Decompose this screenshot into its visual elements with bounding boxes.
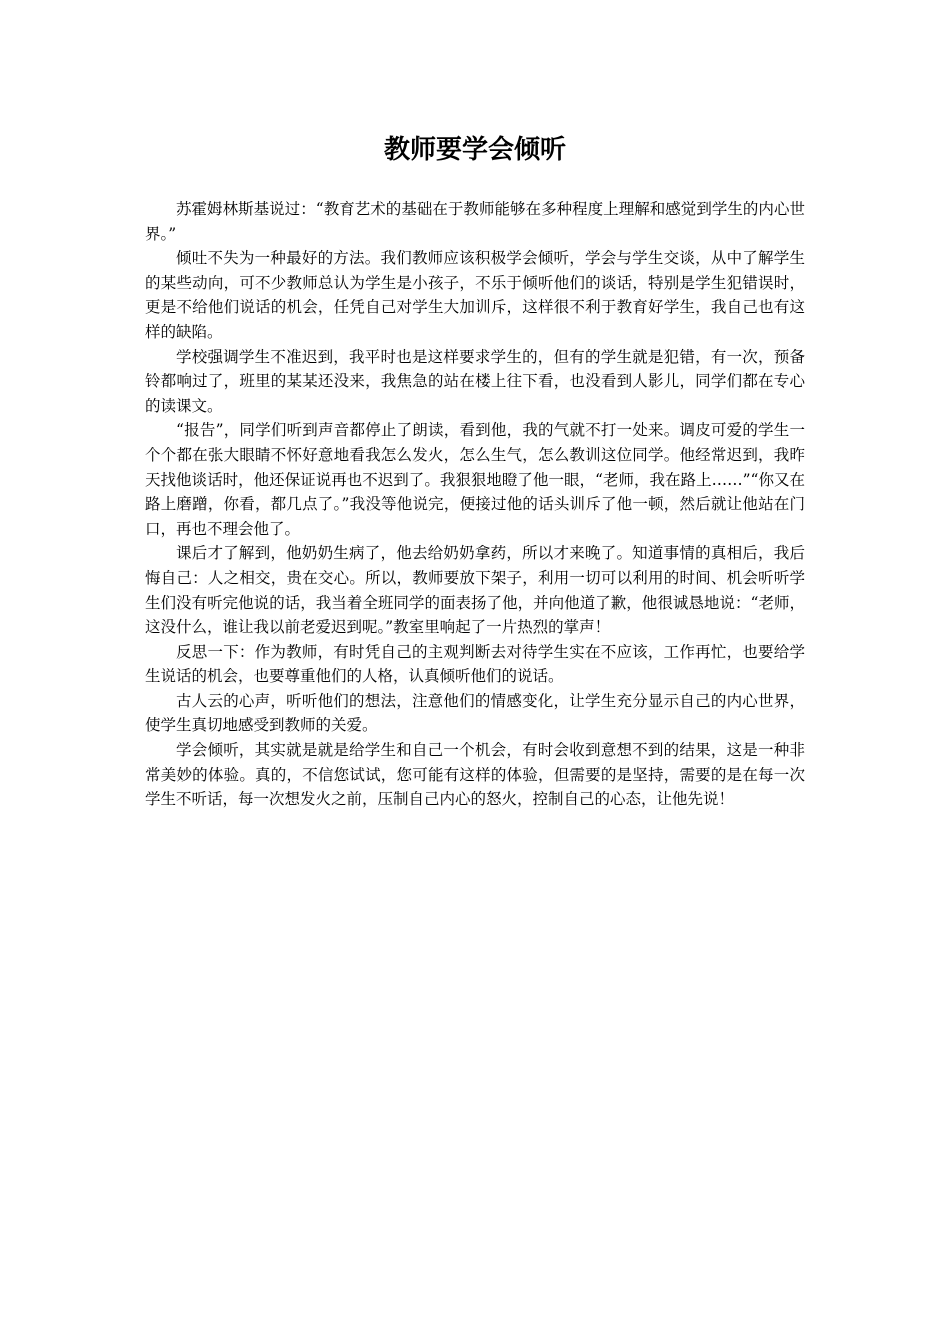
document-title: 教师要学会倾听 [383,135,566,165]
paragraph-1: 苏霍姆林斯基说过：“教育艺术的基础在于教师能够在多种程度上理解和感觉到学生的内心世界。” [145,200,805,243]
paragraph-4: “报告”，同学们听到声音都停止了朗读，看到他，我的气就不打一处来。调皮可爱的学生一个个都在张大眼睛不怀好意地看我怎么发火，怎么生气，怎么教训这位同学。他经常迟到，我昨天找他谈话时，他还保证说再也不迟到了。我狠狠地瞪了他一眼，“老师，我在路上……”“你又在路上磨蹭，你看，都几点了。”我没等他说完，便接过他的话头训斥了他一顿，然后就让他站在门口，再也不理会他了。 [145,421,805,538]
paragraph-6: 反思一下：作为教师，有时凭自己的主观判断去对待学生实在不应该，工作再忙，也要给学生说话的机会，也要尊重他们的人格，认真倾听他们的说话。 [145,642,805,686]
paragraph-2: 倾吐不失为一种最好的方法。我们教师应该积极学会倾听，学会与学生交谈，从中了解学生的某些动向，可不少教师总认为学生是小孩子，不乐于倾听他们的谈话，特别是学生犯错误时，更是不给他们说话的机会，任凭自己对学生大加训斥，这样很不利于教育好学生，我自己也有这样的缺陷。 [145,249,805,341]
document-body [145,197,805,812]
paragraph-3: 学校强调学生不准迟到，我平时也是这样要求学生的，但有的学生就是犯错，有一次，预备铃都响过了，班里的某某还没来，我焦急的站在楼上往下看，也没看到人影儿，同学们都在专心的读课文。 [145,347,805,415]
paragraph-7: 古人云的心声，听听他们的想法，注意他们的情感变化，让学生充分显示自己的内心世界，使学生真切地感受到教师的关爱。 [145,691,805,735]
paragraph-8: 学会倾听，其实就是就是给学生和自己一个机会，有时会收到意想不到的结果，这是一种非常美妙的体验。真的，不信您试试，您可能有这样的体验，但需要的是坚持，需要的是在每一次学生不听话，每一次想发火之前，压制自己内心的怒火，控制自己的心态，让他先说！ [145,741,805,809]
paragraph-5: 课后才了解到，他奶奶生病了，他去给奶奶拿药，所以才来晚了。知道事情的真相后，我后悔自己：人之相交，贵在交心。所以，教师要放下架子，利用一切可以利用的时间、机会听听学生们没有听完他说的话，我当着全班同学的面表扬了他，并向他道了歉，他很诚恳地说：“老师，这没什么，谁让我以前老爱迟到呢。”教室里响起了一片热烈的掌声！ [145,544,805,637]
